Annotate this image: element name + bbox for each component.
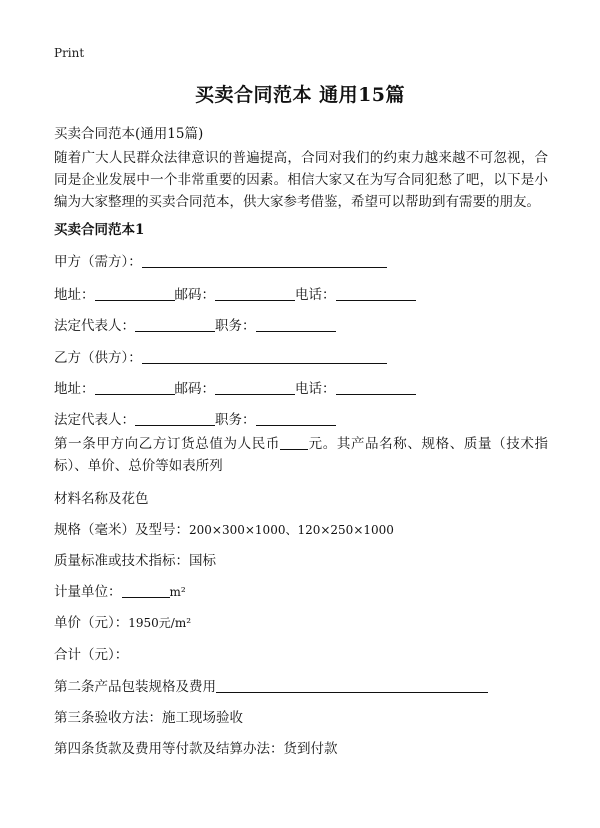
quality-line: 质量标准或技术指标：国标 [54, 553, 216, 569]
article-1-part2: 元。其产品名称、规格、质量（技术指标）、单价、总价等如表所列 [54, 436, 549, 474]
article-3: 第三条验收方法：施工现场验收 [54, 710, 243, 726]
party-a-blank [142, 253, 387, 268]
spec-label: 规格（毫米）及型号： [54, 522, 189, 538]
legal-rep-blank [135, 317, 215, 332]
position-blank [256, 411, 336, 426]
party-b-blank [142, 349, 387, 364]
postcode-label: 邮码： [174, 381, 215, 397]
material-line: 材料名称及花色 [54, 491, 149, 507]
spec-line [54, 518, 394, 538]
address-blank [95, 380, 175, 395]
party-a-row [54, 250, 387, 270]
price-value: 1950元/m² [128, 616, 192, 630]
position-blank [256, 317, 336, 332]
unit-line [54, 580, 186, 600]
packaging-blank [216, 678, 488, 693]
article-2-text: 第二条产品包装规格及费用 [54, 679, 216, 695]
intro-paragraph: 随着广大人民群众法律意识的普遍提高，合同对我们的约束力越来越不可忽视，合同是企业发展中一个非常重要的因素。相信大家又在为写合同犯愁了吧，以下是小编为大家整理的买卖合同范本，供大家参考借鉴，希望可以帮助到有需要的朋友。 [54, 150, 548, 210]
party-b-rep-row [54, 408, 336, 428]
position-label: 职务： [215, 318, 256, 334]
article-1-part1: 第一条甲方向乙方订货总值为人民币 [54, 436, 280, 452]
postcode-blank [215, 286, 295, 301]
party-b-row [54, 346, 387, 366]
print-link[interactable]: Print [54, 46, 85, 60]
address-label: 地址： [54, 381, 95, 397]
article-2 [54, 675, 488, 695]
article-4: 第四条货款及费用等付款及结算办法：货到付款 [54, 741, 338, 757]
total-line: 合计（元）： [54, 647, 129, 663]
party-a-contact-row [54, 283, 416, 303]
party-b-label: 乙方（供方）： [54, 350, 142, 366]
address-blank [95, 286, 175, 301]
legal-rep-label: 法定代表人： [54, 318, 135, 334]
document-subtitle: 买卖合同范本(通用15篇) [54, 126, 204, 142]
phone-blank [336, 286, 416, 301]
price-line [54, 611, 191, 631]
article-1 [54, 433, 548, 477]
phone-blank [336, 380, 416, 395]
phone-label: 电话： [295, 381, 336, 397]
unit-blank [122, 583, 170, 598]
postcode-blank [215, 380, 295, 395]
address-label: 地址： [54, 287, 95, 303]
section-heading: 买卖合同范本1 [54, 222, 145, 238]
document-title: 买卖合同范本 通用15篇 [194, 84, 406, 106]
amount-blank [280, 435, 308, 450]
spec-value: 200×300×1000、120×250×1000 [189, 523, 394, 537]
party-b-contact-row [54, 377, 416, 397]
legal-rep-blank [135, 411, 215, 426]
position-label: 职务： [215, 412, 256, 428]
postcode-label: 邮码： [174, 287, 215, 303]
unit-value: m² [169, 585, 186, 599]
party-a-rep-row [54, 314, 336, 334]
unit-label: 计量单位： [54, 584, 122, 600]
party-a-label: 甲方（需方）： [54, 254, 142, 270]
phone-label: 电话： [295, 287, 336, 303]
price-label: 单价（元）： [54, 615, 129, 631]
legal-rep-label: 法定代表人： [54, 412, 135, 428]
